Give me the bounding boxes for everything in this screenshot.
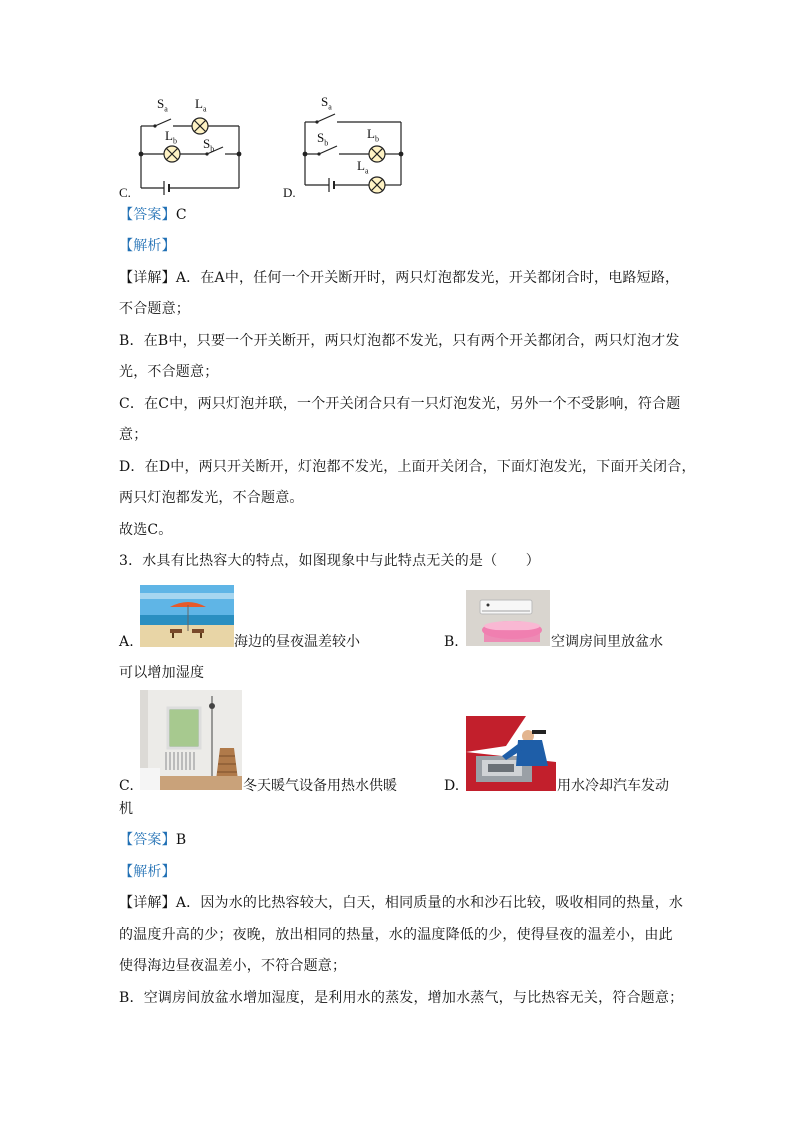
answer-value: B: [175, 832, 187, 848]
q3-detail-line-2: 的温度升高的少；夜晚，放出相同的热量，水的温度降低的少，使得昼夜的温差小，由此: [119, 927, 673, 943]
q2-detail-line-4: 光，不合题意；: [119, 364, 219, 380]
q3-stem: 3．水具有比热容大的特点，如图现象中与此特点无关的是（ ）: [119, 553, 540, 569]
answer-label: 【答案】: [119, 832, 176, 848]
q3-answer-line: [119, 830, 186, 850]
option-label-c: C.: [119, 185, 131, 200]
option-d-text-continued: 机: [119, 801, 134, 817]
q3-detail-line-4: B．空调房间放盆水增加湿度，是利用水的蒸发，增加水蒸气，与比热容无关，符合题意；: [119, 990, 684, 1006]
lamp-la-label-d: $L_a$: [357, 158, 369, 176]
q3-detail-line-1: 【详解】A．因为水的比热容较大，白天，相同质量的水和沙石比较，吸收相同的热量，水: [119, 895, 684, 911]
q2-answer-line: [119, 205, 187, 225]
q2-conclusion: 故选C。: [119, 522, 173, 538]
lamp-la-label: $L_a$: [195, 96, 207, 114]
q2-detail-line-2: 不合题意；: [119, 301, 190, 317]
radiator-room-photo: [140, 690, 242, 790]
option-b-letter: B.: [444, 634, 459, 650]
q2-detail-line-1: 【详解】A．在A中，任何一个开关断开时，两只灯泡都发光，开关都闭合时，电路短路，: [119, 270, 680, 286]
switch-sb-label-d: $S_b$: [317, 130, 329, 148]
q2-detail-line-8: 两只灯泡都发光，不合题意。: [119, 490, 304, 506]
detail-label: 【详解】: [119, 270, 176, 286]
q2-detail-line-7: D．在D中，两只开关断开，灯泡都不发光，上面开关闭合，下面灯泡发光，下面开关闭合，: [119, 459, 696, 475]
beach-photo: [140, 585, 234, 647]
answer-label: 【答案】: [119, 207, 176, 223]
option-d-text: 用水冷却汽车发动: [557, 778, 669, 794]
switch-sa-label: $S_a$: [157, 96, 168, 114]
option-b-text: 空调房间里放盆水: [551, 634, 663, 650]
q2-detail-line-6: 意；: [119, 427, 148, 443]
ac-room-photo: [466, 590, 550, 646]
option-label-d: D.: [283, 185, 296, 200]
option-c-circuit: [119, 92, 249, 202]
option-b-text-continued: 可以增加湿度: [119, 665, 205, 681]
q2-analysis-label: 【解析】: [119, 238, 176, 254]
detail-label: 【详解】: [119, 895, 176, 911]
q3-detail-line-3: 使得海边昼夜温差小，不符合题意；: [119, 958, 347, 974]
circuit-c-diagram: [119, 92, 249, 202]
lamp-lb-label-d: $L_b$: [367, 126, 379, 144]
car-engine-photo: [466, 716, 556, 791]
q3-analysis-label: 【解析】: [119, 864, 176, 880]
circuit-d-diagram: [283, 92, 413, 202]
option-a-letter: A.: [119, 634, 134, 650]
option-a-text: 海边的昼夜温差较小: [234, 634, 360, 650]
lamp-lb-label: $L_b$: [165, 128, 177, 146]
answer-value: C: [175, 207, 187, 223]
option-c-text: 冬天暖气设备用热水供暖: [243, 778, 397, 794]
switch-sb-label: $S_b$: [203, 136, 215, 154]
option-d-circuit: [283, 92, 413, 202]
q2-detail-line-5: C．在C中，两只灯泡并联，一个开关闭合只有一只灯泡发光，另外一个不受影响，符合题: [119, 396, 681, 412]
q2-detail-line-3: B．在B中，只要一个开关断开，两只灯泡都不发光，只有两个开关都闭合，两只灯泡才发: [119, 333, 680, 349]
option-c-letter: C.: [119, 778, 135, 794]
switch-sa-label-d: $S_a$: [321, 94, 332, 112]
option-d-letter: D.: [444, 778, 460, 794]
